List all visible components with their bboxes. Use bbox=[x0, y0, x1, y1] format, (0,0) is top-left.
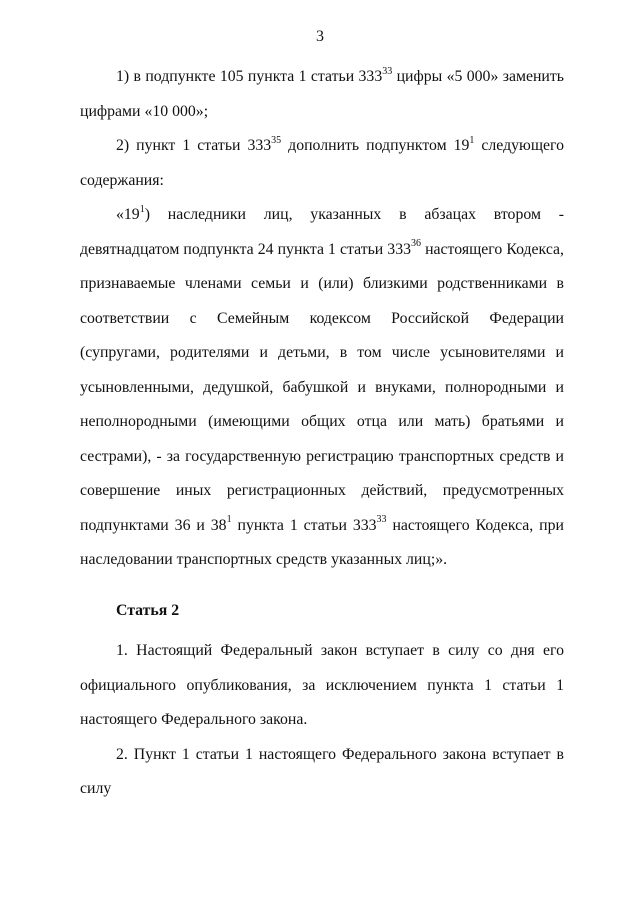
paragraph-amendment-1 bbox=[80, 60, 564, 129]
paragraph-text: «19 bbox=[116, 206, 140, 223]
superscript: 35 bbox=[271, 134, 282, 146]
superscript: 36 bbox=[411, 238, 422, 250]
article-paragraph-1: 1. Настоящий Федеральный закон вступает в силу со дня его официального опубликования, за исключением пункта 1 статьи 1 настоящего Федерального закона. bbox=[80, 642, 564, 728]
paragraph-text: 2) пункт 1 статьи 333 bbox=[116, 137, 272, 154]
page-number: 3 bbox=[316, 28, 324, 45]
superscript: 33 bbox=[376, 514, 387, 526]
paragraph-amendment-2 bbox=[80, 129, 564, 198]
article-heading: Статья 2 bbox=[116, 601, 180, 619]
superscript: 1 bbox=[139, 203, 145, 215]
paragraph-text: настоящего Кодекса, признаваемые членами семьи и (или) близкими родственниками в соответствии с Семейным кодексом Российской Федерации (супругами, родителями и детьми, в том числе усыновителями и усыновленными, дедушкой, бабушкой и внуками, полнородными и неполнородными (имеющими общих отца или мать) братьями и сестрами), - за государственную регистрацию транспортных средств и совершение иных регистрационных действий, предусмотренных подпунктами 36 и 38 bbox=[80, 240, 565, 534]
superscript: 1 bbox=[226, 514, 232, 526]
paragraph-text: следующего содержания: bbox=[80, 137, 565, 189]
paragraph-text: 1) в подпункте 105 пункта 1 статьи 333 bbox=[116, 68, 383, 85]
paragraph-text: цифры «5 000» заменить цифрами «10 000»; bbox=[80, 68, 564, 120]
paragraph-text: ) наследники лиц, указанных в абзацах втором - девятнадцатом подпункта 24 пункта 1 статьи 333 bbox=[80, 206, 564, 258]
superscript: 1 bbox=[469, 134, 475, 146]
paragraph-new-subpoint bbox=[80, 198, 564, 578]
article-paragraph-2: 2. Пункт 1 статьи 1 настоящего Федерального закона вступает в силу bbox=[80, 745, 564, 797]
paragraph-text: дополнить подпунктом 19 bbox=[281, 137, 470, 154]
paragraph-text: пункта 1 статьи 333 bbox=[231, 516, 377, 534]
superscript: 33 bbox=[382, 65, 393, 77]
document-body bbox=[80, 60, 564, 807]
paragraph-text: настоящего Кодекса, при наследовании транспортных средств указанных лиц;». bbox=[80, 516, 564, 568]
